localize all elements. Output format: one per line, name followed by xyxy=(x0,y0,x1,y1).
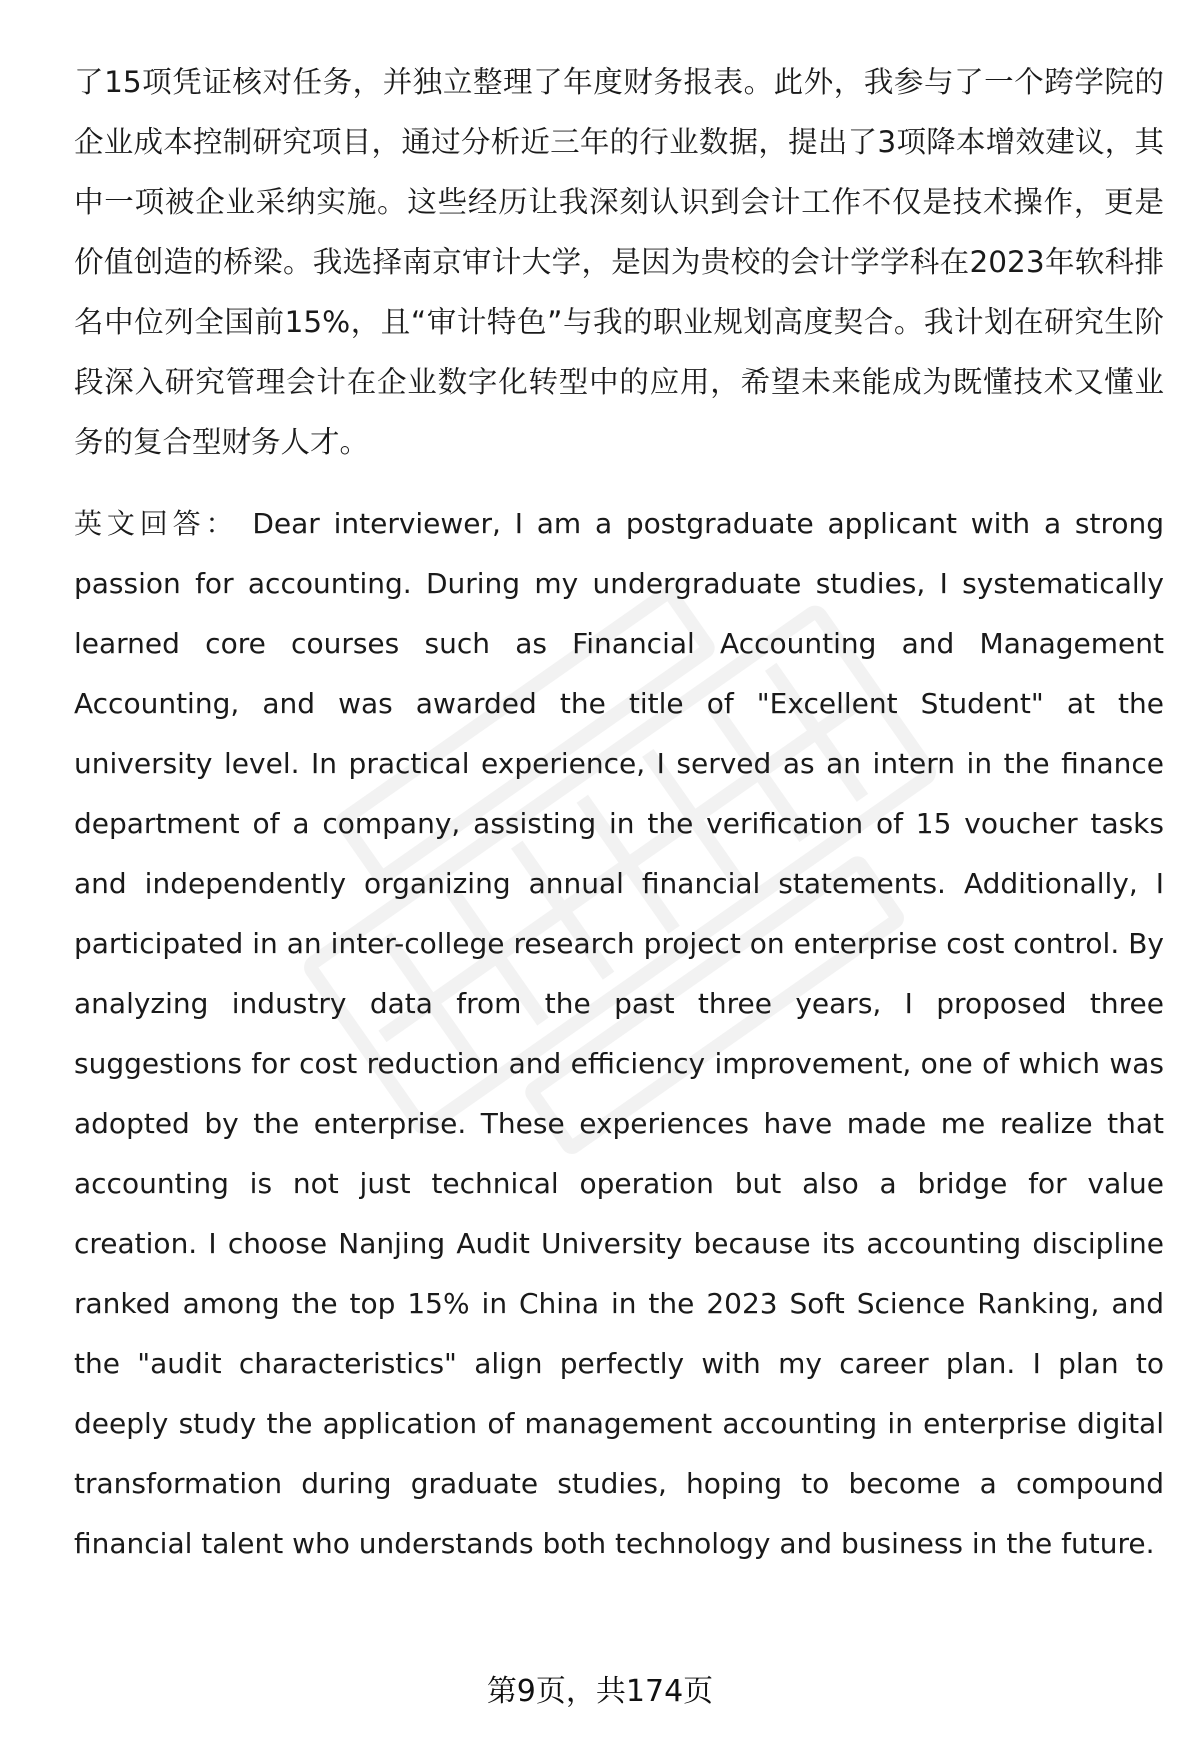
document-body xyxy=(74,52,1164,1574)
english-answer-paragraph xyxy=(74,494,1164,1574)
english-answer-label: 英文回答： xyxy=(74,507,239,540)
english-answer-text: Dear interviewer, I am a postgraduate applicant with a strong passion for accounting. During my undergraduate studies, I systematically learned core courses such as Financial Accounting and Management Accounting, and was awarded the title of "Excellent Student" at the university level. In practical experience, I served as an intern in the finance department of a company, assisting in the verification of 15 voucher tasks and independently organizing annual financial statements. Additionally, I participated in an inter-college research project on enterprise cost control. By analyzing industry data from the past three years, I proposed three suggestions for cost reduction and efficiency improvement, one of which was adopted by the enterprise. These experiences have made me realize that accounting is not just technical operation but also a bridge for value creation. I choose Nanjing Audit University because its accounting discipline ranked among the top 15% in China in the 2023 Soft Science Ranking, and the "audit characteristics" align perfectly with my career plan. I plan to deeply study the application of management accounting in enterprise digital transformation during graduate studies, hoping to become a compound financial talent who understands both technology and business in the future. xyxy=(74,507,1164,1560)
chinese-answer-paragraph: 了15项凭证核对任务，并独立整理了年度财务报表。此外，我参与了一个跨学院的企业成本控制研究项目，通过分析近三年的行业数据，提出了3项降本增效建议，其中一项被企业采纳实施。这些经历让我深刻认识到会计工作不仅是技术操作，更是价值创造的桥梁。我选择南京审计大学，是因为贵校的会计学学科在2023年软科排名中位列全国前15%，且“审计特色”与我的职业规划高度契合。我计划在研究生阶段深入研究管理会计在企业数字化转型中的应用，希望未来能成为既懂技术又懂业务的复合型财务人才。 xyxy=(74,65,1164,459)
page-number: 第9页，共174页 xyxy=(486,1674,714,1709)
